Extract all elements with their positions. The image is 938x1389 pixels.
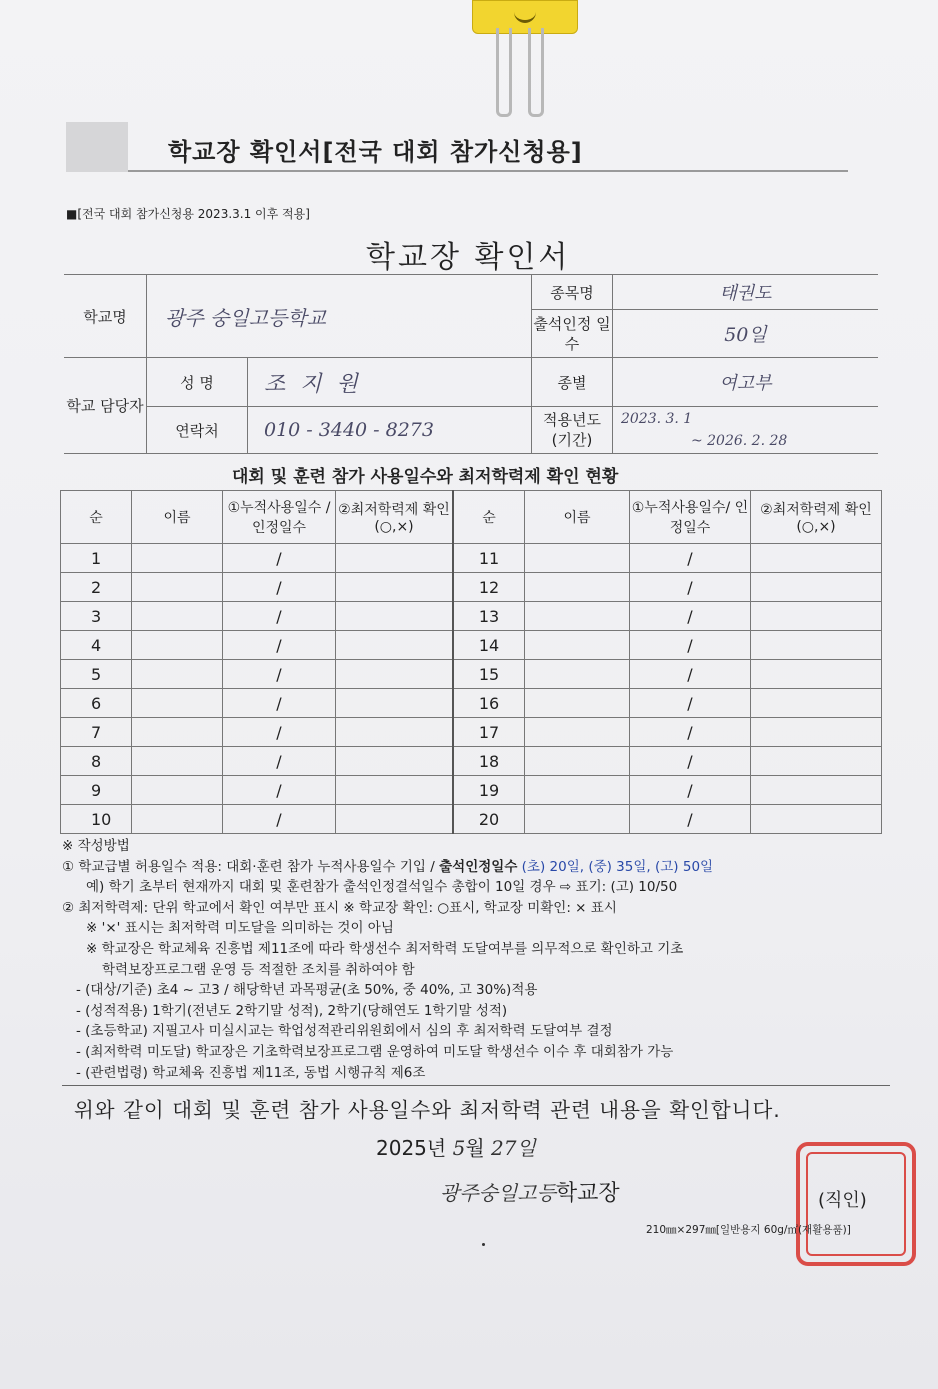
cell-name-left [132,776,223,805]
cell-check-left [336,805,454,834]
contact-label: 학교 담당자 [64,358,147,454]
period-start: 2023. 3. 1 [620,411,693,427]
table-row [61,689,882,718]
header-shade [66,122,128,172]
date-month-unit: 월 [465,1136,485,1160]
name-value: 조 지 원 [248,358,532,407]
cell-days-left: / [223,544,336,573]
status-title: 대회 및 훈련 참가 사용일수와 최저학력제 확인 현황 [232,467,619,487]
cell-name-right [525,747,630,776]
date-year: 2025년 [376,1136,447,1160]
cell-days-right: / [630,544,751,573]
cell-name-left [132,573,223,602]
event-value: 태권도 [612,275,878,310]
table-row [61,631,882,660]
method-line-3: ② 최저학력제: 단위 학교에서 확인 여부만 표시 ※ 학교장 확인: ○표시, 학교장 미확인: × 표시 [62,899,617,916]
cell-check-right [751,573,882,602]
date-day: 27 [491,1136,517,1160]
period-end: ~ 2026. 2. 28 [690,433,788,449]
period-label: 적용년도 (기간) [531,407,612,454]
method-line-8: - (성적적용) 1학기(전년도 2학기말 성적), 2학기(당해연도 1학기말 성적) [76,1002,508,1019]
gender-value: 여고부 [612,358,878,407]
cell-days-right: / [630,805,751,834]
issue-date [376,1132,536,1161]
cell-check-right [751,660,882,689]
cell-check-left [336,573,454,602]
table-row [61,660,882,689]
table-row [61,544,882,573]
sign-school: 광주숭일고등 [440,1181,556,1205]
method-line-9: - (초등학교) 지필고사 미실시교는 학업성적관리위원회에서 심의 후 최저학력 도달여부 결정 [76,1023,613,1040]
cell-seq-left: 7 [61,718,132,747]
ink-dot [482,1243,485,1246]
method-line-1a: ① 학교급별 허용일수 적용: 대회·훈련 참가 누적사용일수 기입 / [62,858,440,875]
attend-label: 출석인정 일수 [531,310,612,358]
cell-name-left [132,602,223,631]
table-row [61,602,882,631]
cell-check-right [751,776,882,805]
cell-seq-left: 4 [61,631,132,660]
cell-check-left [336,602,454,631]
cell-check-right [751,747,882,776]
cell-check-left [336,747,454,776]
date-day-unit: 일 [516,1136,536,1160]
cell-check-left [336,544,454,573]
cell-seq-right: 13 [453,602,525,631]
method-line-7: - (대상/기준) 초4 ~ 고3 / 해당학년 과목평균(초 50%, 중 40%, 고 30%)적용 [76,982,538,999]
top-note: ■[전국 대회 참가신청용 2023.3.1 이후 적용] [66,207,310,221]
cell-days-right: / [630,602,751,631]
cell-name-left [132,689,223,718]
col-name-left: 이름 [132,491,223,544]
cell-check-right [751,544,882,573]
cell-name-right [525,689,630,718]
col-check-left: ②최저학력제 확인(○,×) [336,491,454,544]
cell-days-right: / [630,718,751,747]
cell-check-left [336,718,454,747]
col-seq-left: 순 [61,491,132,544]
cell-seq-right: 19 [453,776,525,805]
info-table [64,274,878,454]
cell-check-right [751,602,882,631]
cell-name-right [525,544,630,573]
table-row [61,747,882,776]
cell-check-left [336,776,454,805]
cell-seq-left: 6 [61,689,132,718]
principal-signature [440,1176,620,1207]
name-label: 성 명 [147,358,248,407]
cell-seq-right: 15 [453,660,525,689]
method-line-1c: (초) 20일, (중) 35일, (고) 50일 [517,858,714,875]
col-days-right: ①누적사용일수/ 인정일수 [630,491,751,544]
col-name-right: 이름 [525,491,630,544]
cell-days-right: / [630,776,751,805]
cell-seq-left: 1 [61,544,132,573]
status-table [60,490,882,834]
cell-seq-left: 10 [61,805,132,834]
cell-days-left: / [223,689,336,718]
cell-days-right: / [630,573,751,602]
phone-label: 연락처 [147,407,248,454]
method-heading: ※ 작성방법 [62,838,130,854]
cell-name-right [525,602,630,631]
cell-check-left [336,689,454,718]
divider [62,1085,890,1086]
col-days-left: ①누적사용일수 /인정일수 [223,491,336,544]
cell-name-right [525,776,630,805]
seal-label: (직인) [818,1190,867,1211]
cell-check-right [751,631,882,660]
method-line-4: ※ '×' 표시는 최저학력 미도달을 의미하는 것이 아님 [86,920,394,937]
cell-check-right [751,689,882,718]
cell-days-right: / [630,631,751,660]
confirm-statement: 위와 같이 대회 및 훈련 참가 사용일수와 최저학력 관련 내용을 확인합니다. [74,1098,781,1122]
cell-check-left [336,631,454,660]
cell-name-left [132,631,223,660]
period-value [612,407,878,454]
cell-seq-right: 20 [453,805,525,834]
cell-days-right: / [630,689,751,718]
cell-seq-left: 2 [61,573,132,602]
cell-check-right [751,805,882,834]
table-row [61,805,882,834]
cell-name-right [525,631,630,660]
table-row [61,573,882,602]
cell-days-left: / [223,776,336,805]
cell-name-left [132,805,223,834]
cell-seq-right: 16 [453,689,525,718]
cell-seq-right: 18 [453,747,525,776]
cell-name-right [525,718,630,747]
school-label: 학교명 [64,275,147,358]
cell-name-right [525,660,630,689]
cell-seq-right: 11 [453,544,525,573]
method-line-10: - (최저학력 미도달) 학교장은 기초학력보장프로그램 운영하여 미도달 학생선수 이수 후 대회참가 가능 [76,1043,674,1060]
main-title: 학교장 확인서 [366,240,571,275]
col-seq-right: 순 [453,491,525,544]
clip-wire-left [496,28,512,117]
header-rule [128,170,848,172]
cell-name-left [132,718,223,747]
cell-check-right [751,718,882,747]
cell-name-right [525,573,630,602]
cell-seq-right: 12 [453,573,525,602]
method-line-1 [62,857,713,878]
cell-days-left: / [223,718,336,747]
cell-name-left [132,660,223,689]
cell-days-left: / [223,573,336,602]
cell-days-left: / [223,631,336,660]
cell-seq-right: 14 [453,631,525,660]
cell-days-left: / [223,805,336,834]
cell-days-left: / [223,660,336,689]
method-line-6: 학력보장프로그램 운영 등 적절한 조치를 취하여야 함 [102,961,415,978]
cell-seq-left: 9 [61,776,132,805]
school-value: 광주 숭일고등학교 [147,275,532,358]
cell-days-left: / [223,747,336,776]
cell-seq-left: 5 [61,660,132,689]
table-row [61,718,882,747]
method-line-1b: 출석인정일수 [439,858,518,875]
gender-label: 종별 [531,358,612,407]
cell-name-left [132,747,223,776]
method-line-5: ※ 학교장은 학교체육 진흥법 제11조에 따라 학생선수 최저학력 도달여부를 의무적으로 확인하고 기초 [86,940,684,957]
cell-seq-right: 17 [453,718,525,747]
header-title: 학교장 확인서[전국 대회 참가신청용] [168,138,583,166]
clip-wire-right [528,28,544,117]
writing-method [62,836,713,1083]
cell-check-left [336,660,454,689]
method-line-2: 예) 학기 초부터 현재까지 대회 및 훈련참가 출석인정결석일수 총합이 10일 경우 ⇨ 표기: (고) 10/50 [86,879,678,896]
date-month: 5 [452,1136,466,1160]
cell-days-right: / [630,660,751,689]
sign-suffix: 학교장 [555,1181,620,1206]
event-label: 종목명 [531,275,612,310]
phone-value: 010 - 3440 - 8273 [248,407,532,454]
method-line-11: - (관련법령) 학교체육 진흥법 제11조, 동법 시행규칙 제6조 [76,1064,426,1081]
cell-days-right: / [630,747,751,776]
cell-seq-left: 3 [61,602,132,631]
paper-size: 210㎜×297㎜[일반용지 60g/㎡(재활용품)] [646,1224,851,1236]
cell-name-left [132,544,223,573]
cell-days-left: / [223,602,336,631]
attend-value: 50일 [612,310,878,358]
cell-seq-left: 8 [61,747,132,776]
col-check-right: ②최저학력제 확인(○,×) [751,491,882,544]
cell-name-right [525,805,630,834]
table-row [61,776,882,805]
